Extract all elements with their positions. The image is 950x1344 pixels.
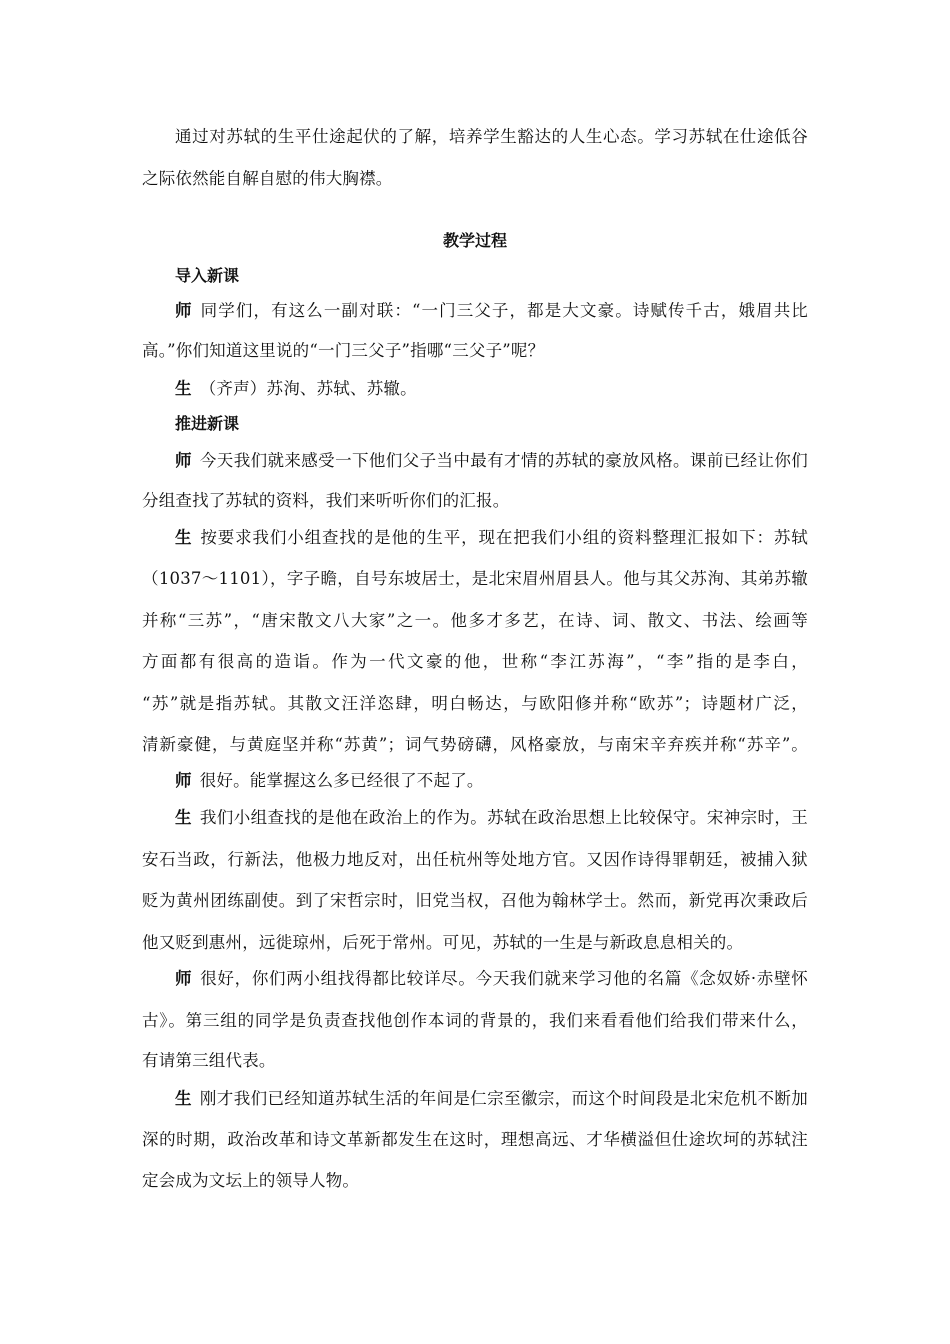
dialogue-text-line: 高。”你们知道这里说的“一门三父子”指哪“三父子”呢？ bbox=[142, 341, 545, 360]
dialogue-text: 按要求我们小组查找的是他的生平，现在把我们小组的资料整理汇报如下：苏轼 bbox=[200, 528, 809, 547]
dialogue-text: 刚才我们已经知道苏轼生活的年间是仁宗至徽宗，而这个时间段是北宋危机不断加 bbox=[199, 1089, 809, 1108]
speaker-student: 生 bbox=[175, 528, 193, 547]
dialogue-teacher-2 bbox=[175, 450, 808, 472]
dialogue-text-line: 深的时期，政治改革和诗文革新都发生在这时，理想高远、才华横溢但仕途坎坷的苏轼注 bbox=[142, 1130, 808, 1149]
dialogue-text-line: 清新豪健，与黄庭坚并称“苏黄”；词气势磅礴，风格豪放，与南宋辛弃疾并称“苏辛”。 bbox=[142, 735, 808, 754]
dialogue-text-line: 分组查找了苏轼的资料，我们来听听你们的汇报。 bbox=[142, 491, 510, 510]
speaker-teacher: 师 bbox=[175, 451, 192, 470]
dialogue-text-line: 定会成为文坛上的领导人物。 bbox=[142, 1171, 360, 1190]
page-title: 教学过程 bbox=[442, 231, 507, 250]
dialogue-text: 很好。能掌握这么多已经很了不起了。 bbox=[199, 771, 484, 790]
speaker-teacher: 师 bbox=[175, 969, 193, 988]
dialogue-teacher-1 bbox=[175, 300, 808, 322]
section-title-advance: 推进新课 bbox=[175, 414, 240, 433]
speaker-student: 生 bbox=[175, 1089, 192, 1108]
dialogue-text-line: 他又贬到惠州，远徙琼州，后死于常州。可见，苏轼的一生是与新政息息相关的。 bbox=[142, 933, 744, 952]
dialogue-student-2 bbox=[175, 527, 808, 549]
intro-line-2: 之际依然能自解自慰的伟大胸襟。 bbox=[142, 169, 393, 188]
dialogue-text: 很好，你们两小组找得都比较详尽。今天我们就来学习他的名篇《念奴娇·赤壁怀 bbox=[200, 969, 808, 988]
dialogue-teacher-3 bbox=[175, 770, 808, 792]
speaker-student: 生 bbox=[175, 808, 192, 827]
dialogue-text-line: 有请第三组代表。 bbox=[142, 1051, 276, 1070]
dialogue-text-line: 古》。第三组的同学是负责查找他创作本词的背景的，我们来看看他们给我们带来什么， bbox=[142, 1011, 808, 1030]
dialogue-text-line: 贬为黄州团练副使。到了宋哲宗时，旧党当权，召他为翰林学士。然而，新党再次秉政后 bbox=[142, 891, 808, 910]
dialogue-text: 我们小组查找的是他在政治上的作为。苏轼在政治思想上比较保守。宋神宗时，王 bbox=[199, 808, 809, 827]
dialogue-student-3 bbox=[175, 807, 808, 829]
dialogue-text-line: 并称“三苏”，“唐宋散文八大家”之一。他多才多艺，在诗、词、散文、书法、绘画等 bbox=[142, 611, 808, 630]
speaker-teacher: 师 bbox=[175, 771, 192, 790]
dialogue-text-line: （1037～1101），字子瞻，自号东坡居士，是北宋眉州眉县人。他与其父苏洵、其弟苏辙 bbox=[142, 569, 808, 588]
dialogue-text: （齐声）苏洵、苏轼、苏辙。 bbox=[199, 379, 417, 398]
speaker-teacher: 师 bbox=[175, 301, 193, 320]
dialogue-student-4 bbox=[175, 1088, 808, 1110]
section-title-intro: 导入新课 bbox=[175, 266, 240, 285]
dialogue-teacher-4 bbox=[175, 968, 808, 990]
intro-line-1: 通过对苏轼的生平仕途起伏的了解，培养学生豁达的人生心态。学习苏轼在仕途低谷 bbox=[175, 127, 808, 146]
dialogue-text: 今天我们就来感受一下他们父子当中最有才情的苏轼的豪放风格。课前已经让你们 bbox=[199, 451, 809, 470]
speaker-student: 生 bbox=[175, 379, 192, 398]
dialogue-text-line: 安石当政，行新法，他极力地反对，出任杭州等处地方官。又因作诗得罪朝廷，被捕入狱 bbox=[142, 850, 808, 869]
dialogue-student-1 bbox=[175, 378, 808, 400]
dialogue-text: 同学们，有这么一副对联：“一门三父子，都是大文豪。诗赋传千古，娥眉共比 bbox=[200, 301, 809, 320]
dialogue-text-line: 方面都有很高的造诣。作为一代文豪的他，世称“李江苏海”，“李”指的是李白， bbox=[142, 652, 808, 671]
dialogue-text-line: “苏”就是指苏轼。其散文汪洋恣肆，明白畅达，与欧阳修并称“欧苏”；诗题材广泛， bbox=[142, 694, 808, 713]
